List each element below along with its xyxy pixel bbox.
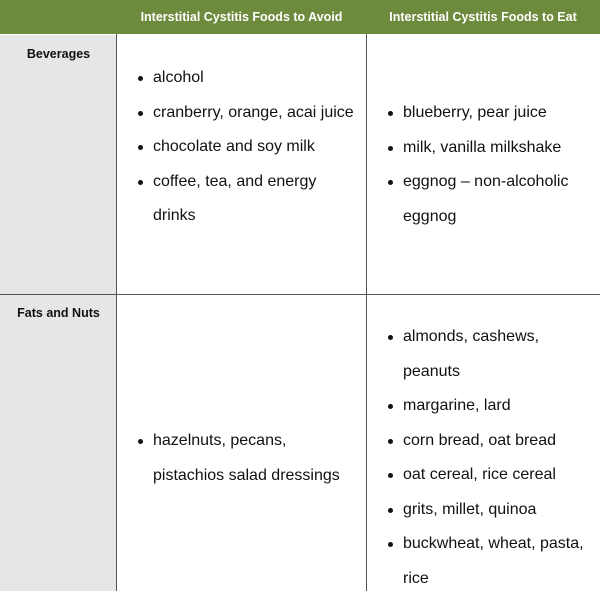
column-divider — [116, 34, 117, 591]
list-item: milk, vanilla milkshake — [388, 131, 596, 166]
list-item: alcohol — [138, 61, 360, 96]
fats-nuts-avoid-list — [138, 424, 360, 493]
beverages-avoid-list — [138, 61, 360, 234]
column-divider — [366, 34, 367, 591]
list-item: coffee, tea, and energy drinks — [138, 165, 360, 234]
list-item: cranberry, orange, acai juice — [138, 96, 360, 131]
category-cell — [0, 35, 117, 294]
category-cell — [0, 295, 117, 591]
eat-column-header: Interstitial Cystitis Foods to Eat — [389, 10, 577, 24]
list-item: corn bread, oat bread — [388, 424, 596, 459]
row-divider — [0, 294, 600, 295]
list-item: buckwheat, wheat, pasta, rice — [388, 527, 596, 596]
list-item: margarine, lard — [388, 389, 596, 424]
avoid-column-header: Interstitial Cystitis Foods to Avoid — [140, 10, 343, 24]
category-label-beverages: Beverages — [26, 47, 91, 61]
table-header — [0, 0, 600, 34]
list-item: eggnog – non-alcoholic eggnog — [388, 165, 596, 234]
list-item: chocolate and soy milk — [138, 130, 360, 165]
list-item: oat cereal, rice cereal — [388, 458, 596, 493]
fats-nuts-eat-list — [388, 320, 596, 596]
list-item: hazelnuts, pecans, pistachios salad dressings — [138, 424, 360, 493]
list-item: blueberry, pear juice — [388, 96, 596, 131]
category-label-fats-nuts: Fats and Nuts — [17, 306, 100, 320]
beverages-eat-list — [388, 96, 596, 234]
list-item: almonds, cashews, peanuts — [388, 320, 596, 389]
list-item: grits, millet, quinoa — [388, 493, 596, 528]
